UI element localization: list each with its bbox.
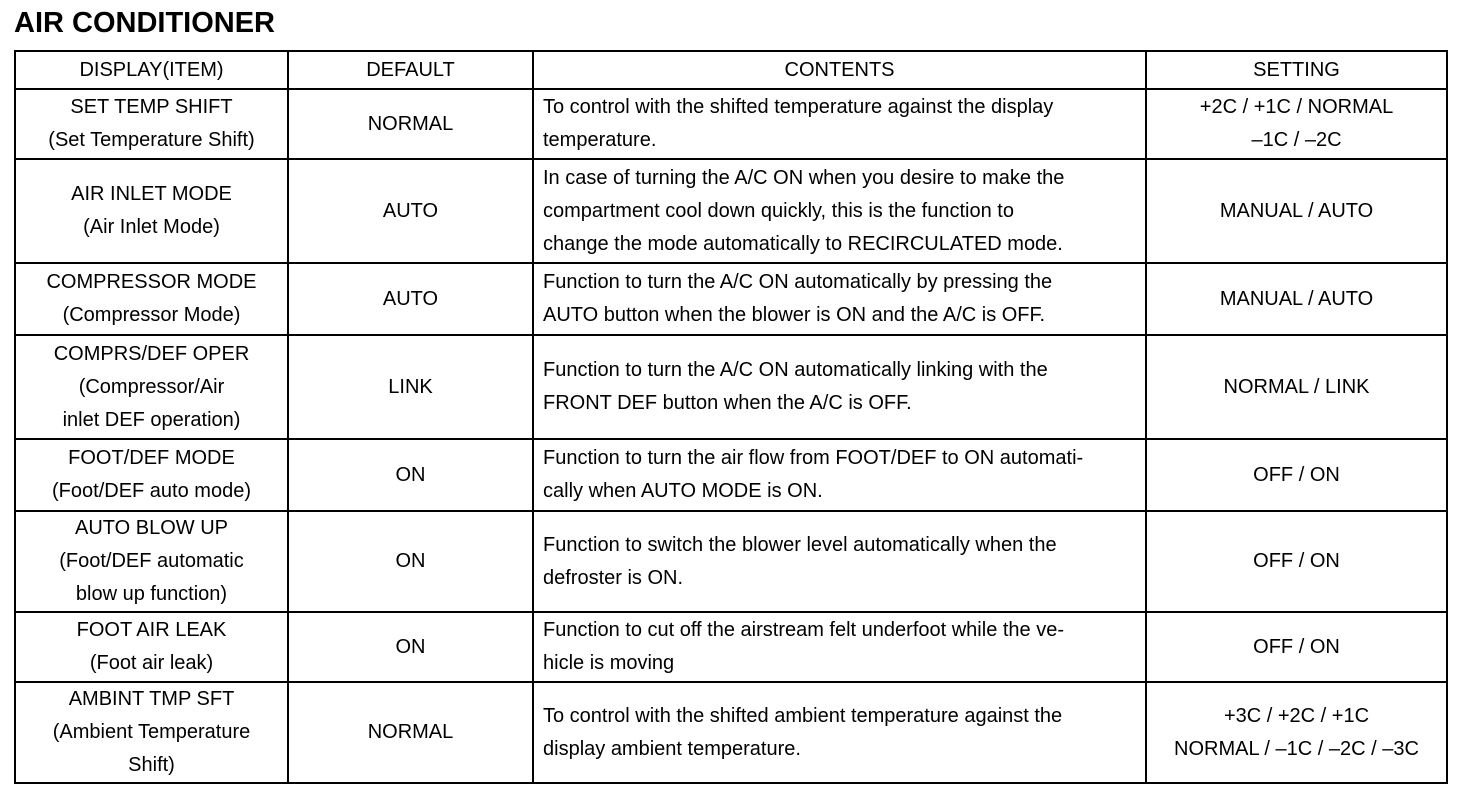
cell-setting xyxy=(1146,263,1447,335)
cell-default-line: ON xyxy=(395,463,426,486)
cell-display-item-line: (Set Temperature Shift) xyxy=(48,129,255,151)
header-contents: CONTENTS xyxy=(533,51,1146,89)
cell-contents-line: Function to switch the blower level automatically when the xyxy=(543,533,1057,556)
cell-contents-line: To control with the shifted ambient temperature against the xyxy=(543,704,1063,727)
cell-display-item xyxy=(15,612,288,682)
table-row xyxy=(15,89,1447,159)
cell-contents-line: display ambient temperature. xyxy=(543,737,801,760)
cell-default-line: NORMAL xyxy=(367,721,454,743)
cell-setting xyxy=(1146,89,1447,159)
cell-contents xyxy=(533,439,1146,511)
cell-display-item xyxy=(15,89,288,159)
cell-setting-line: NORMAL / –1C / –2C / –3C xyxy=(1174,737,1419,760)
cell-default-line: LINK xyxy=(388,375,433,398)
cell-contents-line: Function to turn the air flow from FOOT/DEF to ON automati- xyxy=(543,447,1084,469)
cell-display-item-line: (Ambient Temperature xyxy=(52,721,251,743)
table-row xyxy=(15,682,1447,783)
cell-setting-line: +3C / +2C / +1C xyxy=(1223,704,1370,727)
cell-display-item-line: (Foot air leak) xyxy=(89,652,214,674)
cell-setting xyxy=(1146,335,1447,439)
cell-setting xyxy=(1146,159,1447,263)
cell-default-line: NORMAL xyxy=(367,112,454,135)
cell-default-line: AUTO xyxy=(382,199,439,222)
cell-contents-line: defroster is ON. xyxy=(543,566,684,589)
cell-display-item-line: COMPRS/DEF OPER xyxy=(53,342,250,365)
header-display-item: DISPLAY(ITEM) xyxy=(15,51,288,89)
cell-setting xyxy=(1146,612,1447,682)
cell-display-item xyxy=(15,159,288,263)
cell-contents xyxy=(533,335,1146,439)
table-row xyxy=(15,263,1447,335)
cell-contents xyxy=(533,682,1146,783)
cell-setting-line: +2C / +1C / NORMAL xyxy=(1199,96,1394,118)
cell-contents-line: In case of turning the A/C ON when you desire to make the xyxy=(543,166,1065,189)
cell-default xyxy=(288,89,533,159)
cell-setting-line: –1C / –2C xyxy=(1251,129,1342,151)
cell-contents-line: compartment cool down quickly, this is the function to xyxy=(543,199,1014,222)
cell-display-item-line: AIR INLET MODE xyxy=(71,183,232,205)
cell-setting-line: MANUAL / AUTO xyxy=(1219,199,1374,222)
table-body xyxy=(15,89,1447,783)
cell-setting xyxy=(1146,682,1447,783)
cell-contents xyxy=(533,263,1146,335)
cell-display-item xyxy=(15,263,288,335)
cell-display-item-line: blow up function) xyxy=(75,583,228,605)
header-row xyxy=(15,51,1447,89)
table-row xyxy=(15,612,1447,682)
cell-display-item-line: COMPRESSOR MODE xyxy=(46,271,257,293)
table-row xyxy=(15,335,1447,439)
header-default: DEFAULT xyxy=(288,51,533,89)
table-row xyxy=(15,511,1447,612)
cell-display-item-line: (Foot/DEF auto mode) xyxy=(52,480,251,502)
cell-setting xyxy=(1146,439,1447,511)
header-setting: SETTING xyxy=(1146,51,1447,89)
cell-setting-line: MANUAL / AUTO xyxy=(1219,287,1374,310)
cell-default xyxy=(288,682,533,783)
cell-contents-line: cally when AUTO MODE is ON. xyxy=(543,480,823,502)
cell-contents-line: To control with the shifted temperature against the display xyxy=(543,96,1054,118)
cell-contents xyxy=(533,159,1146,263)
cell-display-item-line: AUTO BLOW UP xyxy=(75,517,228,539)
cell-display-item xyxy=(15,439,288,511)
cell-setting-line: OFF / ON xyxy=(1253,463,1340,486)
cell-default xyxy=(288,263,533,335)
cell-display-item-line: AMBINT TMP SFT xyxy=(68,688,235,710)
cell-contents-line: hicle is moving xyxy=(543,652,675,674)
cell-default-line: AUTO xyxy=(382,287,439,310)
cell-contents-line: Function to turn the A/C ON automatically linking with the xyxy=(543,359,1048,381)
table-row xyxy=(15,159,1447,263)
cell-display-item-line: (Compressor/Air xyxy=(78,375,225,398)
cell-contents xyxy=(533,511,1146,612)
cell-default xyxy=(288,612,533,682)
cell-contents-line: temperature. xyxy=(543,129,657,151)
cell-contents-line: Function to turn the A/C ON automatically by pressing the xyxy=(543,271,1053,293)
cell-default xyxy=(288,439,533,511)
cell-contents xyxy=(533,89,1146,159)
cell-display-item xyxy=(15,682,288,783)
cell-default-line: ON xyxy=(395,550,426,572)
cell-display-item-line: FOOT AIR LEAK xyxy=(76,619,227,641)
cell-contents-line: AUTO button when the blower is ON and the A/C is OFF. xyxy=(543,304,1046,326)
cell-contents-line: FRONT DEF button when the A/C is OFF. xyxy=(543,392,912,414)
page-title: AIR CONDITIONER xyxy=(14,7,275,39)
cell-default xyxy=(288,511,533,612)
cell-setting-line: OFF / ON xyxy=(1253,635,1340,658)
cell-setting-line: NORMAL / LINK xyxy=(1223,375,1370,398)
cell-default-line: ON xyxy=(395,635,426,658)
cell-display-item-line: (Foot/DEF automatic xyxy=(59,550,244,572)
cell-display-item xyxy=(15,511,288,612)
cell-default xyxy=(288,159,533,263)
cell-display-item-line: FOOT/DEF MODE xyxy=(68,447,235,469)
cell-display-item xyxy=(15,335,288,439)
cell-setting-line: OFF / ON xyxy=(1253,550,1340,572)
cell-display-item-line: Shift) xyxy=(128,754,175,776)
cell-display-item-line: (Air Inlet Mode) xyxy=(83,216,220,238)
cell-display-item-line: SET TEMP SHIFT xyxy=(70,96,233,118)
cell-setting xyxy=(1146,511,1447,612)
settings-table xyxy=(14,50,1448,784)
cell-display-item-line: (Compressor Mode) xyxy=(62,304,241,326)
cell-display-item-line: inlet DEF operation) xyxy=(62,408,241,431)
cell-contents-line: Function to cut off the airstream felt underfoot while the ve- xyxy=(543,619,1065,641)
cell-contents-line: change the mode automatically to RECIRCULATED mode. xyxy=(543,232,1063,255)
cell-default xyxy=(288,335,533,439)
table-row xyxy=(15,439,1447,511)
cell-contents xyxy=(533,612,1146,682)
